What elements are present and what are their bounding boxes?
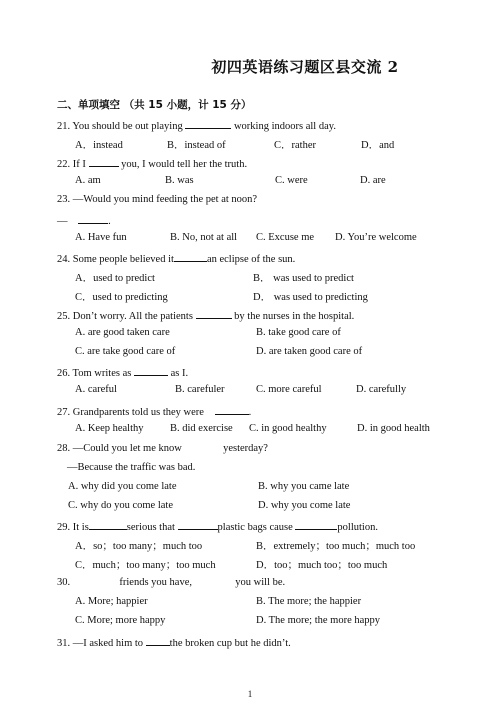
q27-stem-end: . [248,407,252,418]
q21-stem-end: working indoors all day. [233,121,336,132]
q29-stem-mid1: serious that [126,522,175,533]
q27-blank[interactable] [215,404,249,415]
q23-stem: 23. —Would you mind feeding the pet at noon? [57,194,258,205]
q22-option-c[interactable]: C. were [275,175,308,186]
q29-stem-end: pollution. [337,522,378,533]
q21-option-b[interactable]: B．instead of [167,140,226,151]
q21-option-a[interactable]: A．instead [75,140,123,151]
question-22 [57,156,247,170]
q24-option-b[interactable]: B． was used to predict [253,273,354,284]
q25-option-c[interactable]: C. are take good care of [75,346,176,357]
q31-stem-end: the broken cup but he didn’t. [169,638,291,649]
q23-option-d[interactable]: D. You’re welcome [335,232,417,243]
question-29 [57,519,378,533]
q24-option-c[interactable]: C．used to predicting [75,292,168,303]
q29-blank-3[interactable] [295,519,337,530]
document-title: 初四英语练习题区县交流 2 [211,58,399,76]
q21-blank[interactable] [185,118,231,129]
q22-stem: 22. If I [57,159,86,170]
q22-blank[interactable] [89,156,119,167]
page-number: 1 [247,689,253,699]
q29-stem-mid2: plastic bags cause [217,522,293,533]
q30-stem: 30. [57,577,71,588]
q26-option-b[interactable]: B. carefuler [175,384,225,395]
q28-response-line: —Because the traffic was bad. [67,462,196,473]
q29-option-c[interactable]: C．much；too many；too much [75,560,216,571]
q29-stem: 29. It is [57,522,89,533]
q29-option-b[interactable]: B．extremely；too much；much too [256,541,416,552]
q30-option-b[interactable]: B. The more; the happier [256,596,362,607]
q25-stem-end: by the nurses in the hospital. [234,311,355,322]
q21-option-d[interactable]: D．and [361,140,395,151]
q24-option-a[interactable]: A．used to predict [75,273,155,284]
q31-blank[interactable] [146,635,170,646]
q28-option-b[interactable]: B. why you came late [258,481,350,492]
q25-option-a[interactable]: A. are good taken care [75,327,170,338]
q21-stem: 21. You should be out playing [57,121,183,132]
q26-option-c[interactable]: C. more careful [256,384,322,395]
q22-option-a[interactable]: A. am [75,175,101,186]
q26-option-a[interactable]: A. careful [75,384,117,395]
q30-stem-end: you will be. [235,577,286,588]
q30-option-c[interactable]: C. More; more happy [75,615,166,626]
q25-option-d[interactable]: D. are taken good care of [256,346,363,357]
question-25 [57,308,354,322]
q29-option-a[interactable]: A．so；too many；much too [75,541,203,552]
q24-stem: 24. Some people believed it [57,254,174,265]
q25-stem: 25. Don’t worry. All the patients [57,311,193,322]
q24-stem-end: an eclipse of the sun. [206,254,296,265]
section-heading: 二、单项填空 （共 15 小题，计 15 分） [57,99,252,111]
q29-blank-1[interactable] [89,519,127,530]
q22-stem-end: you, I would tell her the truth. [121,159,248,170]
question-23 [57,194,257,205]
q31-stem: 31. —I asked him to [57,638,144,649]
q25-blank[interactable] [196,308,232,319]
q30-option-d[interactable]: D. The more; the more happy [256,615,381,626]
q24-blank[interactable] [174,251,207,262]
q22-option-d[interactable]: D. are [360,175,386,186]
q23-dash: — [57,216,68,227]
q28-stem: 28. —Could you let me know [57,443,182,454]
q29-blank-2[interactable] [178,519,218,530]
q28-option-c[interactable]: C. why do you come late [68,500,173,511]
question-26 [57,365,188,379]
q27-stem: 27. Grandparents told us they were [57,407,204,418]
q30-stem-mid: friends you have, [119,577,192,588]
q23-blank[interactable] [78,213,108,224]
q26-option-d[interactable]: D. carefully [356,384,407,395]
q23-response-line: — . [57,213,111,227]
question-21 [57,118,336,132]
question-28 [57,443,268,454]
q25-option-b[interactable]: B. take good care of [256,327,341,338]
question-30 [57,577,285,588]
q26-blank[interactable] [134,365,168,376]
q27-option-d[interactable]: D. in good health [357,423,430,434]
q26-stem-end: as I. [170,368,189,379]
q23-option-b[interactable]: B. No, not at all [170,232,238,243]
q30-option-a[interactable]: A. More; happier [75,596,148,607]
q28-option-d[interactable]: D. why you come late [258,500,351,511]
q23-option-c[interactable]: C. Excuse me [256,232,315,243]
q23-option-a[interactable]: A. Have fun [75,232,127,243]
q28-stem-end: yesterday? [223,443,268,454]
q21-option-c[interactable]: C．rather [274,140,316,151]
question-24 [57,251,295,265]
q27-option-a[interactable]: A. Keep healthy [75,423,144,434]
q27-option-c[interactable]: C. in good healthy [249,423,327,434]
question-31 [57,635,291,649]
question-27 [57,404,251,418]
q22-option-b[interactable]: B. was [165,175,194,186]
q28-option-a[interactable]: A. why did you come late [68,481,177,492]
q29-option-d[interactable]: D．too；much too；too much [256,560,388,571]
q24-option-d[interactable]: D． was used to predicting [253,292,368,303]
q27-option-b[interactable]: B. did exercise [170,423,233,434]
q26-stem: 26. Tom writes as [57,368,132,379]
